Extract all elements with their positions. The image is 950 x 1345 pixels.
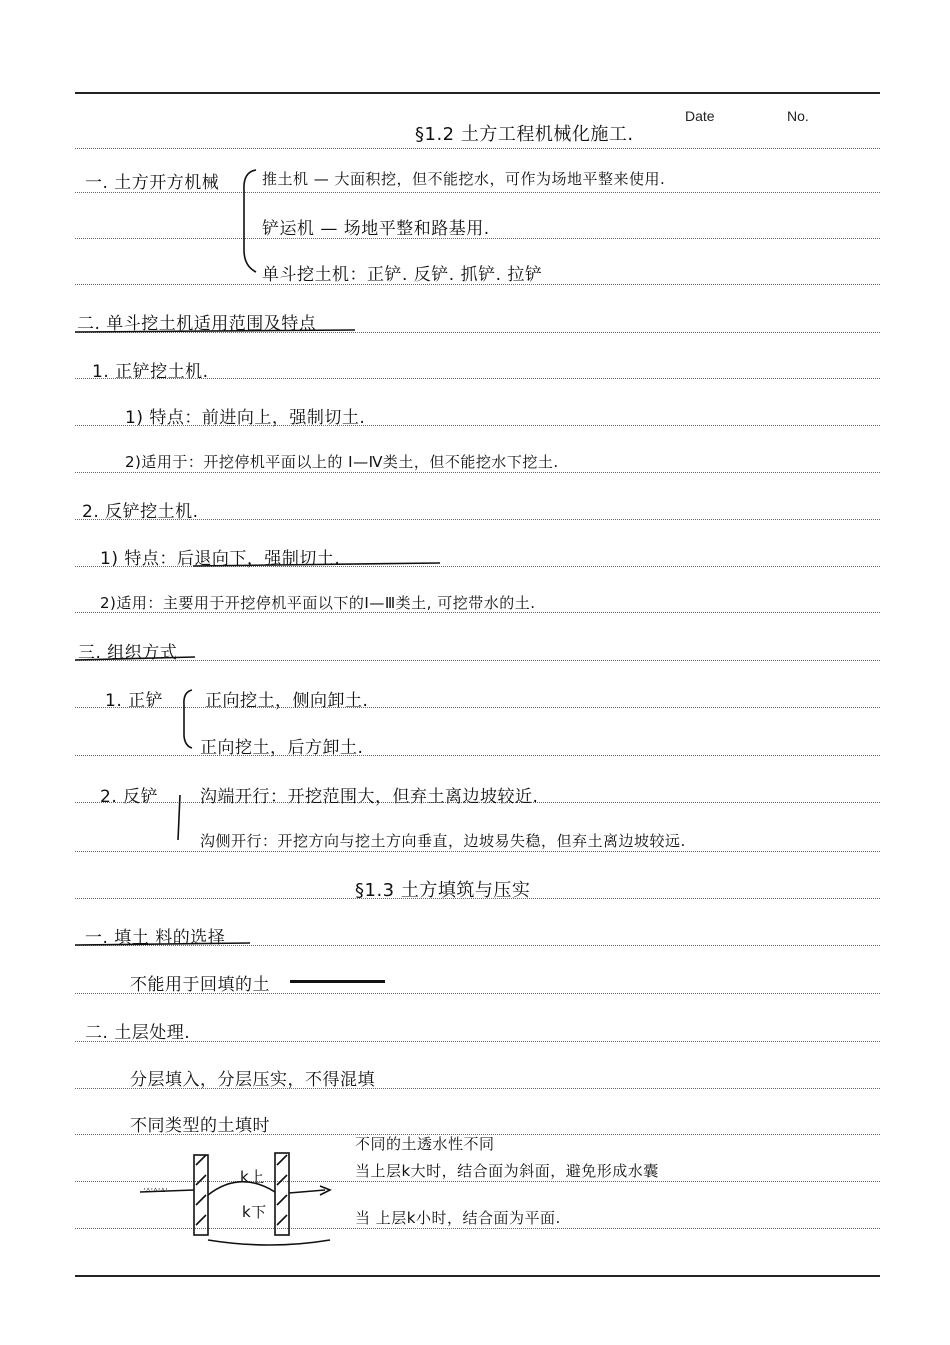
bulldozer-line: 推土机 — 大面积挖，但不能挖水，可作为场地平整来使用.	[262, 170, 666, 188]
layer-filling-line: 分层填入，分层压实，不得混填	[130, 1070, 375, 1090]
backhoe-label: 2. 反铲	[100, 787, 159, 807]
soil-types-line: 不同类型的土填时	[130, 1116, 270, 1136]
ground-hatch: ·▵·▵·▵·	[143, 1185, 168, 1195]
section4-heading: 一. 填土 料的选择	[85, 928, 226, 948]
brace-icon	[178, 795, 180, 840]
bottom-rule	[75, 1275, 880, 1277]
section2-heading: 二. 单斗挖土机适用范围及特点	[77, 314, 317, 334]
condition-upper-k-large: 当上层k大时，结合面为斜面，避免形成水囊	[355, 1162, 659, 1180]
face-shovel-usage: 2)适用于：开挖停机平面以上的 Ⅰ—Ⅳ类土，但不能挖水下挖土.	[125, 453, 559, 471]
section-title: §1.2 土方工程机械化施工.	[415, 124, 634, 145]
face-shovel-feature: 1) 特点：前进向上，强制切土.	[125, 408, 366, 428]
unusable-soil-line: 不能用于回填的土	[130, 975, 270, 995]
face-shovel-mode2: 正向挖土，后方卸土.	[200, 738, 364, 758]
backhoe-feature: 1) 特点：后退向下，强制切土.	[100, 549, 341, 569]
permeability-note: 不同的土透水性不同	[355, 1135, 495, 1153]
face-shovel-label: 1. 正铲	[105, 691, 164, 711]
wall-right	[275, 1153, 289, 1235]
face-shovel-mode1: 正向挖土，侧向卸土.	[205, 691, 369, 711]
section1-heading: 一. 土方开方机械	[85, 173, 220, 193]
backhoe-mode2: 沟侧开行：开挖方向与挖土方向垂直，边坡易失稳，但弃土离边坡较远.	[200, 832, 686, 850]
section3-heading: 三. 组织方式	[78, 643, 178, 663]
section-title-2: §1.3 土方填筑与压实	[355, 880, 531, 901]
k-lower-label: k下	[242, 1203, 267, 1221]
brace-icon	[184, 690, 192, 748]
face-shovel-title: 1. 正铲挖土机.	[92, 362, 209, 382]
date-label: Date	[685, 108, 715, 124]
brace-icon	[244, 170, 256, 272]
excavator-line: 单斗挖土机：正铲. 反铲. 抓铲. 拉铲	[262, 265, 543, 285]
k-upper-label: k上	[240, 1168, 265, 1186]
section5-heading: 二. 土层处理.	[85, 1023, 191, 1043]
backhoe-title: 2. 反铲挖土机.	[82, 502, 199, 522]
backhoe-mode1: 沟端开行：开挖范围大，但弃土离边坡较近.	[200, 787, 539, 807]
scraper-line: 铲运机 — 场地平整和路基用.	[262, 219, 490, 239]
backhoe-usage: 2)适用：主要用于开挖停机平面以下的Ⅰ—Ⅲ类土, 可挖带水的土.	[100, 594, 536, 612]
number-label: No.	[787, 108, 809, 124]
layer-boundary	[208, 1182, 275, 1195]
condition-upper-k-small: 当 上层k小时，结合面为平面.	[355, 1209, 561, 1227]
